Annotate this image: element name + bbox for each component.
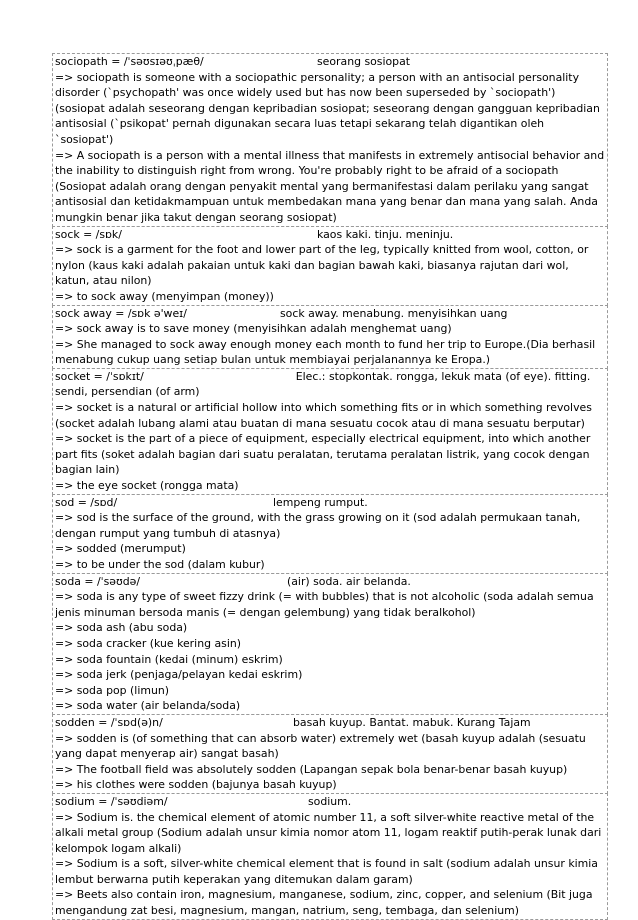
definition-line: => Beets also contain iron, magnesium, manganese, sodium, zinc, copper, and selenium (Bit juga mengandung zat besi, magnesium, mangan, natrium, seng, tembaga, dan selenium) bbox=[55, 888, 593, 918]
entry-headword bbox=[55, 306, 605, 322]
definition-line: => The football field was absolutely sodden (Lapangan sepak bola benar-benar basah kuyup) bbox=[55, 762, 568, 776]
headword-pronunciation: sodium = /ˈsəʊdiəm/ bbox=[55, 794, 168, 808]
definition-line: => soda pop (limun) bbox=[55, 683, 170, 697]
definition-line: => socket is the part of a piece of equipment, especially electrical equipment, into which another part fits (soket adalah bagian dari suatu peralatan, terutama peralatan listrik, yang cocok dengan bagian lain) bbox=[55, 432, 591, 477]
definition-line: => soda cracker (kue kering asin) bbox=[55, 636, 241, 650]
headword-pronunciation: sock away = /sɒk ə'weɪ/ bbox=[55, 306, 187, 320]
entry-headword bbox=[55, 54, 605, 70]
headword-pronunciation: sock = /sɒk/ bbox=[55, 227, 122, 241]
entry-sodden bbox=[52, 714, 608, 794]
entry-headword bbox=[55, 574, 605, 590]
headword-translation: lempeng rumput. bbox=[273, 495, 368, 509]
entry-sock bbox=[52, 226, 608, 306]
definition-line: => soda fountain (kedai (minum) eskrim) bbox=[55, 652, 283, 666]
entry-soda bbox=[52, 573, 608, 715]
headword-pronunciation: soda = /ˈsəʊdə/ bbox=[55, 574, 141, 588]
headword-pronunciation: socket = /ˈsɒkɪt/ bbox=[55, 369, 144, 383]
definition-line: => his clothes were sodden (bajunya basah kuyup) bbox=[55, 778, 337, 792]
entry-headword bbox=[55, 715, 605, 731]
entry-socket bbox=[52, 368, 608, 495]
definition-line: => sock away is to save money (menyisihkan adalah menghemat uang) bbox=[55, 322, 452, 336]
headword-pronunciation: sociopath = /ˈsəʊsɪəʊˌpæθ/ bbox=[55, 55, 204, 68]
headword-translation: basah kuyup. Bantat. mabuk. Kurang Tajam bbox=[293, 715, 531, 729]
definition-line: => A sociopath is a person with a mental illness that manifests in extremely antisocial behavior and the inability to distinguish right from wrong. You're probably right to be afraid of a sociopath (Sosiopat adalah orang dengan penyakit mental yang bermanifestasi dalam perilaku yang sangat antisosial dan ketidakmampuan untuk membedakan mana yang benar dan mana yang salah. Anda mungkin benar jika takut dengan seorang sosiopat) bbox=[55, 148, 605, 224]
entry-headword bbox=[55, 495, 605, 511]
headword-pronunciation: sodden = /ˈsɒd(ə)n/ bbox=[55, 715, 163, 729]
definition-line: => the eye socket (rongga mata) bbox=[55, 479, 239, 493]
entry-headword bbox=[55, 369, 605, 400]
definition-line: => sod is the surface of the ground, with the grass growing on it (sod adalah permukaan tanah, dengan rumput yang tumbuh di atasnya) bbox=[55, 511, 581, 540]
definition-line: => sock is a garment for the foot and lower part of the leg, typically knitted from wool, cotton, or nylon (kaus kaki adalah pakaian untuk kaki dan bagian bawah kaki, biasanya rajutan dari wol, katun, atau nilon) bbox=[55, 243, 589, 288]
definition-line: => She managed to sock away enough money each month to fund her trip to Europe.(Dia berhasil menabung cukup uang setiap bulan untuk membiayai perjalanannya ke Eropa.) bbox=[55, 337, 596, 367]
entry-headword bbox=[55, 227, 605, 243]
definition-line: => soda water (air belanda/soda) bbox=[55, 699, 241, 713]
definition-line: => sociopath is someone with a sociopathic personality; a person with an antisocial personality disorder (`psychopath' was once widely used but has now been superseded by `sociopath') (sosiopat adalah seseorang dengan kepribadian sosiopat; seseorang dengan gangguan kepribadian antisosial (`psikopat' pernah digunakan secara luas tetapi sekarang telah digantikan oleh `sosiopat') bbox=[55, 70, 600, 146]
headword-translation: seorang sosiopat bbox=[317, 55, 411, 68]
entry-sod bbox=[52, 494, 608, 574]
definition-line: => to sock away (menyimpan (money)) bbox=[55, 289, 274, 303]
definition-line: => sodden is (of something that can absorb water) extremely wet (basah kuyup adalah (sesuatu yang dapat menyerap air) sangat basah) bbox=[55, 731, 586, 761]
definition-line: => sodded (merumput) bbox=[55, 542, 186, 556]
definition-line: => soda jerk (penjaga/pelayan kedai eskrim) bbox=[55, 668, 303, 682]
definition-line: => Sodium is a soft, silver-white chemical element that is found in salt (sodium adalah unsur kimia lembut berwarna putih keperakan yang ditemukan dalam garam) bbox=[55, 857, 598, 886]
headword-translation: Elec.: stopkontak. rongga, lekuk mata (of eye). fitting. sendi, persendian (of arm) bbox=[55, 369, 591, 399]
headword-translation: (air) soda. air belanda. bbox=[287, 574, 411, 588]
entry-sociopath bbox=[52, 53, 608, 227]
definition-line: => Sodium is. the chemical element of atomic number 11, a soft silver-white reactive metal of the alkali metal group (Sodium adalah unsur kimia nomor atom 11, logam reaktif putih-perak lunak dari kelompok logam alkali) bbox=[55, 810, 602, 855]
headword-translation: kaos kaki. tinju. meninju. bbox=[317, 227, 454, 241]
definition-line: => to be under the sod (dalam kubur) bbox=[55, 558, 265, 571]
entry-sodium bbox=[52, 793, 608, 920]
headword-pronunciation: sod = /sɒd/ bbox=[55, 495, 118, 509]
entry-headword bbox=[55, 794, 605, 810]
headword-translation: sodium. bbox=[308, 794, 352, 808]
dictionary-document bbox=[52, 54, 608, 920]
entry-sock-away bbox=[52, 305, 608, 369]
definition-line: => socket is a natural or artificial hollow into which something fits or in which something revolves (socket adalah lubang alami atau buatan di mana sesuatu cocok atau di mana sesuatu berputar) bbox=[55, 401, 592, 430]
definition-line: => soda is any type of sweet fizzy drink (= with bubbles) that is not alcoholic (soda adalah semua jenis minuman bersoda manis (= dengan gelembung) yang tidak beralkohol) bbox=[55, 590, 594, 619]
definition-line: => soda ash (abu soda) bbox=[55, 621, 188, 635]
headword-translation: sock away. menabung. menyisihkan uang bbox=[280, 306, 508, 320]
